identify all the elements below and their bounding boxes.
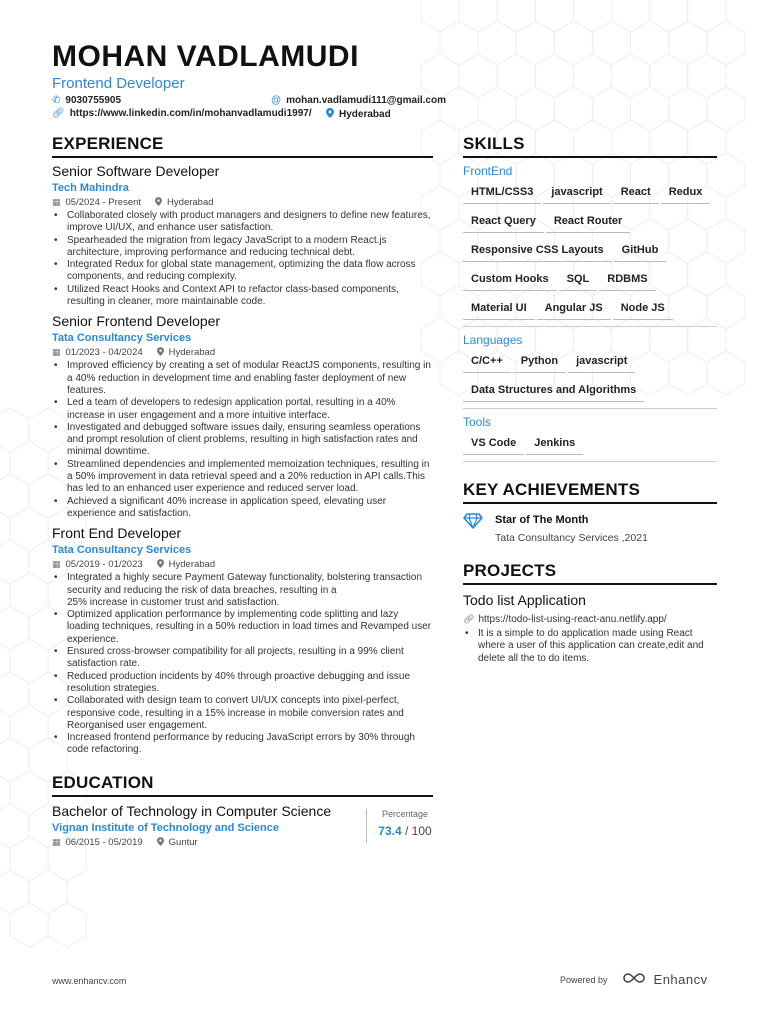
skill-tag: React: [613, 182, 659, 204]
job-dates: 05/2024 - Present: [65, 197, 142, 208]
skill-tag: Custom Hooks: [463, 269, 557, 291]
score-max: / 100: [405, 823, 432, 838]
list-item: • Integrated a highly secure Payment Gateway functionality, bolstering transaction security and reducing the risk of data breaches, resulting in a 25% increase in customer trust and satisfaction.: [52, 572, 433, 609]
education-degree: Bachelor of Technology in Computer Science: [52, 802, 332, 819]
skill-tag: javascript: [568, 351, 635, 373]
project-link[interactable]: [463, 614, 717, 625]
skill-category: Tools: [463, 415, 492, 429]
education-location: Guntur: [168, 836, 198, 848]
achievements-heading: KEY ACHIEVEMENTS: [463, 480, 717, 504]
skills-heading: SKILLS: [463, 134, 717, 158]
score-value: 73.4: [378, 823, 402, 838]
list-item: • Optimized application performance by implementing code splitting and lazy loading techniques, resulting in a 50% reduction in load times and Revamped user experience.: [52, 609, 433, 646]
project-bullets: [463, 628, 717, 665]
linkedin-contact[interactable]: [52, 108, 312, 119]
skill-tags: [463, 429, 717, 462]
skill-tag: Data Structures and Algorithms: [463, 380, 644, 402]
skill-tag: Node JS: [613, 298, 673, 320]
brand-name: Enhancv: [653, 972, 708, 987]
achievement-item: [463, 514, 717, 544]
job-location: Hyderabad: [168, 559, 216, 571]
job-entry: [52, 525, 433, 756]
calendar-icon: ▦: [52, 347, 61, 358]
skill-tag: React Router: [546, 211, 630, 233]
list-item: • Streamlined dependencies and implemented memoization techniques, resulting in a 50% improvement in data retrieval speed and a 20% reduction in API calls.This has led to an enhanced user experience and reduced server load.: [52, 459, 433, 496]
phone-number: 9030755905: [65, 95, 122, 106]
job-title: Senior Frontend Developer: [52, 313, 221, 330]
education-score: [366, 809, 433, 843]
location-pin-icon: [157, 347, 164, 358]
list-item: • Reduced production incidents by 40% through proactive debugging and issue resolution strategies.: [52, 671, 433, 696]
skill-tag: Angular JS: [537, 298, 611, 320]
location-pin-icon: [157, 837, 164, 848]
enhancv-logo-icon: [622, 972, 648, 987]
phone-icon: ✆: [52, 95, 61, 106]
score-label: Percentage: [381, 808, 429, 819]
list-item: • Achieved a significant 40% increase in application speed, elevating user experience and satisfaction.: [52, 496, 433, 521]
location-pin-icon: [157, 559, 164, 570]
skill-tag: Material UI: [463, 298, 535, 320]
list-item: • Integrated Redux for global state management, optimizing the data flow across components, and reducing complexity.: [52, 259, 433, 284]
list-item: • Improved efficiency by creating a set of modular ReactJS components, resulting in a 40% reduction in development time and enabling faster deployment of new features.: [52, 360, 433, 397]
footer-brand: [560, 972, 708, 987]
job-dates: 05/2019 - 01/2023: [65, 559, 143, 571]
job-title: Front End Developer: [52, 525, 182, 542]
job-company: Tata Consultancy Services: [52, 332, 192, 345]
job-entry: [52, 313, 433, 520]
list-item: • Spearheaded the migration from legacy JavaScript to a modern React.js architecture, improving performance and reducing technical debt.: [52, 235, 433, 260]
linkedin-url[interactable]: https://www.linkedin.com/in/mohanvadlamudi1997/: [69, 108, 312, 119]
skill-tag: javascript: [543, 182, 610, 204]
diamond-icon: [463, 513, 483, 544]
left-column: [52, 134, 433, 848]
candidate-name: MOHAN VADLAMUDI: [52, 40, 359, 73]
list-item: • Investigated and debugged software issues daily, ensuring seamless operations and prompt resolution of client problems, resulting in high satisfaction rates and minimal downtime.: [52, 422, 433, 459]
skill-tags: [463, 347, 717, 409]
job-bullets: [52, 360, 433, 520]
email-address[interactable]: mohan.vadlamudi111@gmail.com: [286, 95, 446, 106]
skill-tag: React Query: [463, 211, 544, 233]
skill-tag: SQL: [559, 269, 598, 291]
experience-heading: EXPERIENCE: [52, 134, 433, 158]
achievement-desc: Tata Consultancy Services ,2021: [495, 532, 648, 544]
location-pin-icon: [326, 108, 334, 121]
experience-list: [52, 163, 433, 757]
job-title: Senior Software Developer: [52, 163, 220, 179]
skill-tag: Jenkins: [526, 433, 583, 455]
project-title: Todo list Application: [463, 592, 586, 608]
skill-tag: RDBMS: [599, 269, 655, 291]
list-item: • Collaborated with design team to convert UI/UX concepts into pixel-perfect, responsive code, resulting in a 15% increase in mobile conversion rates and Reorganised user engagement.: [52, 695, 433, 732]
list-item: • It is a simple to do application made using React where a user of this application can create,edit and delete all the to do items.: [463, 628, 717, 665]
email-contact[interactable]: [271, 95, 446, 106]
project-url[interactable]: https://todo-list-using-react-anu.netlify.app/: [478, 614, 667, 625]
job-bullets: [52, 210, 433, 308]
calendar-icon: ▦: [52, 197, 61, 207]
education-dates: 06/2015 - 05/2019: [65, 836, 143, 848]
at-icon: @: [271, 95, 282, 106]
list-item: • Led a team of developers to redesign application portal, resulting in a 40% increase in user engagement and a more intuitive interface.: [52, 397, 433, 422]
list-item: • Collaborated closely with product managers and designers to define new features, improve UI/UX, and enhance user satisfaction.: [52, 210, 433, 235]
location-pin-icon: [155, 197, 162, 208]
skill-tag: Redux: [661, 182, 711, 204]
skill-category: Languages: [463, 333, 523, 347]
job-company: Tech Mahindra: [52, 182, 129, 194]
right-column: [463, 134, 717, 665]
list-item: • Increased frontend performance by reducing JavaScript errors by 30% through code refactoring.: [52, 732, 433, 757]
skill-tags: [463, 178, 717, 327]
job-location: Hyderabad: [168, 347, 216, 359]
job-dates: 01/2023 - 04/2024: [65, 347, 143, 359]
skill-tag: Responsive CSS Layouts: [463, 240, 612, 262]
education-heading: EDUCATION: [52, 773, 433, 797]
link-icon: 🔗︎: [463, 614, 475, 624]
powered-by-text: Powered by: [560, 974, 608, 985]
achievement-title: Star of The Month: [495, 514, 589, 526]
list-item: • Utilized React Hooks and Context API to refactor class-based components, resulting in cleaner, more maintainable code.: [52, 284, 433, 309]
footer-site[interactable]: www.enhancv.com: [52, 976, 127, 986]
list-item: • Ensured cross-browser compatibility for all projects, resulting in a 99% client satisfaction rate.: [52, 646, 433, 671]
calendar-icon: ▦: [52, 836, 61, 847]
location-text: Hyderabad: [339, 109, 391, 120]
skill-tag: C/C++: [463, 351, 511, 373]
projects-heading: PROJECTS: [463, 561, 717, 585]
link-icon: 🔗︎: [52, 108, 65, 119]
education-school: Vignan Institute of Technology and Science: [52, 821, 279, 834]
skill-tag: GitHub: [614, 240, 667, 262]
skill-tag: VS Code: [463, 433, 524, 455]
job-bullets: [52, 572, 433, 756]
job-company: Tata Consultancy Services: [52, 544, 192, 557]
skill-tag: HTML/CSS3: [463, 182, 541, 204]
candidate-role: Frontend Developer: [52, 75, 185, 92]
calendar-icon: ▦: [52, 559, 61, 570]
job-entry: [52, 163, 433, 308]
phone-contact: [52, 95, 121, 106]
skills-list: [463, 164, 717, 462]
location-contact: [326, 108, 391, 121]
job-location: Hyderabad: [167, 197, 214, 208]
skill-tag: Python: [513, 351, 566, 373]
skill-category: FrontEnd: [463, 164, 513, 178]
education-entry: [52, 803, 433, 848]
